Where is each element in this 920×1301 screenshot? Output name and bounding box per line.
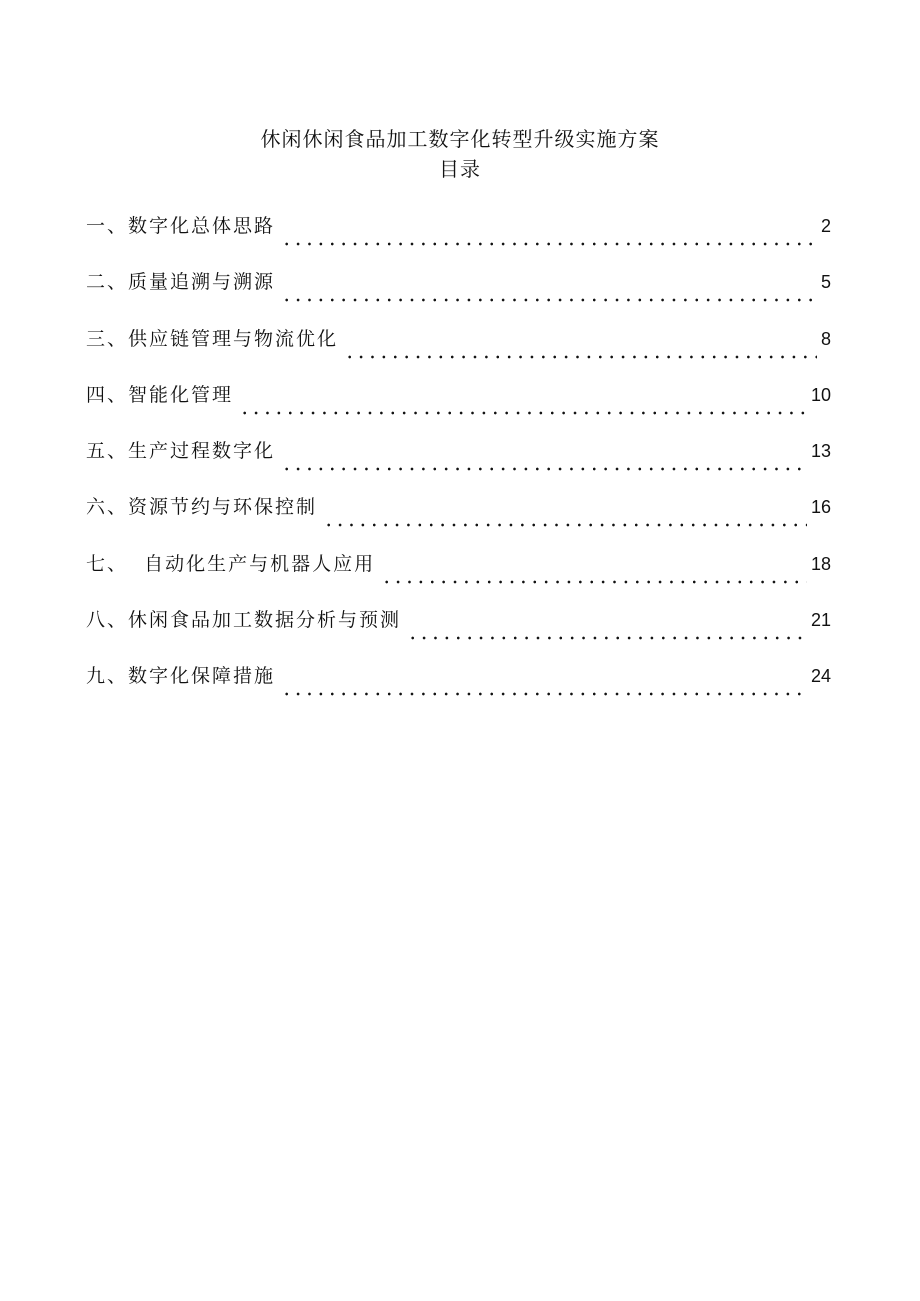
dot-leader [381, 579, 807, 585]
toc-entry-8[interactable] [86, 604, 831, 660]
toc-entry-6[interactable] [86, 491, 831, 547]
toc-entry-3[interactable] [86, 323, 831, 379]
dot-leader [281, 241, 817, 247]
dot-leader [407, 635, 807, 641]
toc-entry-label: 九、数字化保障措施 [86, 665, 276, 687]
toc-entry-9[interactable] [86, 660, 831, 716]
dot-leader [344, 354, 817, 360]
toc-heading: 目录 [439, 157, 481, 181]
toc-entry-label: 四、智能化管理 [86, 383, 234, 406]
toc-page-number: 2 [820, 216, 831, 236]
toc-page-number: 5 [820, 272, 831, 293]
dot-leader [323, 522, 807, 528]
toc-entry-7[interactable] [86, 548, 831, 604]
toc-page-number: 10 [810, 384, 831, 405]
toc-entry-label: 七、 自动化生产与机器人应用 [86, 552, 376, 575]
dot-leader [281, 691, 807, 697]
table-of-contents [86, 210, 831, 716]
toc-entry-2[interactable] [86, 266, 831, 322]
toc-entry-label: 六、资源节约与环保控制 [86, 496, 318, 519]
toc-entry-label: 五、生产过程数字化 [86, 440, 276, 462]
toc-entry-label: 二、质量追溯与溯源 [86, 271, 276, 294]
document-title: 休闲休闲食品加工数字化转型升级实施方案 [260, 127, 660, 151]
toc-entry-label: 三、供应链管理与物流优化 [86, 327, 339, 350]
dot-leader [239, 410, 807, 416]
toc-entry-1[interactable] [86, 210, 831, 266]
toc-page-number: 18 [810, 553, 831, 574]
toc-page-number: 21 [810, 609, 831, 630]
dot-leader [281, 297, 817, 303]
toc-entry-label: 八、休闲食品加工数据分析与预测 [86, 608, 402, 631]
toc-entry-4[interactable] [86, 379, 831, 435]
dot-leader [281, 466, 807, 472]
toc-page-number: 13 [810, 441, 831, 461]
toc-entry-label: 一、数字化总体思路 [86, 215, 276, 237]
toc-entry-5[interactable] [86, 435, 831, 491]
toc-page-number: 24 [810, 666, 831, 686]
toc-page-number: 8 [820, 328, 831, 349]
toc-page-number: 16 [810, 497, 831, 518]
